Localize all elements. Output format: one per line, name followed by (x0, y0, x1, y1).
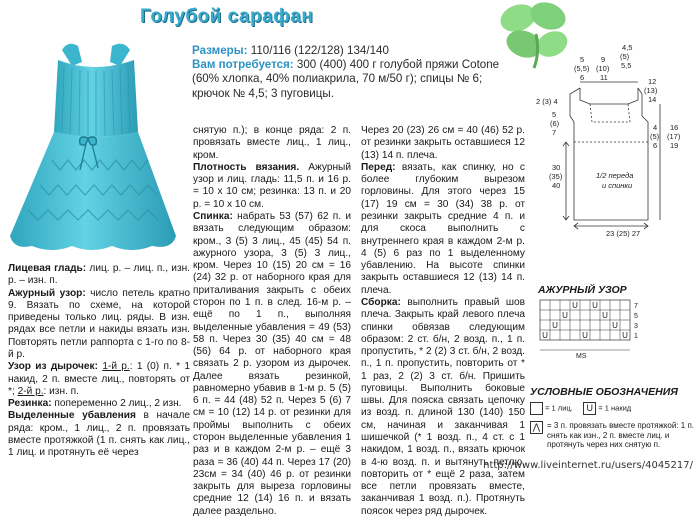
dim-r16: 16 (670, 123, 679, 132)
dim-top-a: 4,5 (622, 43, 633, 52)
dim-r5: (5) (650, 132, 660, 141)
watermark: http://www.liveinternet.ru/users/4045217/ (483, 460, 693, 471)
row-2-label: 2-й р. (17, 385, 44, 397)
dim-h30: 30 (552, 163, 561, 172)
svg-text:U: U (612, 321, 618, 330)
need-value: 300 (400) 400 г голубой пряжи Cotone (296, 58, 500, 72)
dim-w-c: 11 (600, 73, 608, 82)
need-line-3: крючок № 4,5; 3 пуговицы. (192, 86, 334, 100)
text-rib: попеременно 2 лиц., 2 изн. (51, 398, 182, 410)
text-continuation: снятую п.); в конце ряда: 2 п. провязать вместе лиц., 1 лиц., кром. (193, 125, 351, 161)
text-stockinette: лиц. р. – лиц. п., изн. р. – изн. п. (8, 263, 190, 287)
term-lace: Ажурный узор: (8, 287, 86, 299)
text-gauge: Ажурный узор и лиц. гладь: 11,5 п. и 16 р. = 10 x 10 см; резинка: 13 п. и 20 р. = 10 x 10 см. (193, 161, 351, 210)
svg-text:U: U (602, 311, 608, 320)
dim-m1: 5 (580, 55, 585, 64)
term-rib: Резинка: (8, 398, 52, 410)
svg-text:U: U (582, 331, 588, 340)
legend-decrease: = 3 п. провязать вместе протяжкой: 1 п. снять как изн., 2 п. вместе лиц. и протянуть через них снятую п. (547, 421, 694, 449)
knit-symbol-icon (530, 402, 543, 415)
dim-w-b: (10) (596, 64, 610, 73)
dim-l7: 7 (552, 128, 557, 137)
dim-r17: (17) (667, 132, 681, 141)
chart-title: АЖУРНЫЙ УЗОР (538, 284, 627, 296)
term-eyelet: Узор из дырочек: (8, 361, 98, 373)
header-block (192, 44, 522, 101)
term-stockinette: Лицевая гладь: (8, 263, 87, 274)
dim-r6: 6 (653, 141, 658, 150)
column-1 (8, 263, 190, 460)
dim-m1c: 6 (580, 73, 585, 82)
column-2 (193, 125, 351, 518)
svg-text:U: U (622, 331, 628, 340)
svg-text:U: U (572, 301, 578, 310)
dim-r4: 4 (653, 123, 658, 132)
sizes-label: Размеры: (192, 44, 248, 57)
text-front: вязать, как спинку, но с более глубоким вырезом горловины. Для этого через 15 (17) 19 см = 30 (34) 38 р. от резинки закрыть средние 4 п. и для скоса выполнить с внутреннего края в каждом 2-м р. 4 (5) 6 раз по 1 выделенному убавлению. На высоте спинки закрыть оставшиеся 12 (13) 14 п. плеча. (361, 161, 525, 296)
dim-bottom: 23 (25) 27 (606, 229, 641, 238)
decrease-symbol-icon: ⋀ (530, 421, 543, 434)
term-front: Перед: (361, 161, 396, 173)
chart-row-7: 7 (634, 303, 638, 310)
dim-top-c: 5,5 (621, 61, 632, 70)
term-assembly: Сборка: (361, 296, 401, 308)
svg-text:U: U (592, 301, 598, 310)
chart-row-5: 5 (634, 313, 638, 320)
text-back: набрать 53 (57) 62 п. и вязать следующим образом: кром., 3 (5) 3 лиц., 45 (45) 54 п. ажурного узора, 3 (5) 3 лиц., кром. Через 10 (15) 20 см = 16 (24) 32 р. от наборного края для приталивания закрыть с обеих сторон по 1 п. в след. 16-м р. – ещё по 1 п., выполняя выделенные убавления = 49 (53) 58 п. Через 30 (35) 40 см = 48 (56) 64 р. от наборного края связать 2 р. узором из дырочек. Далее вязать резинкой, равномерно убавив в 1-м р. 5 (5) 6 п. = 44 (48) 52 п. Через 5 (6) 7 см = 10 (12) 14 р. от резинки для проймы выполнить с обеих сторон выделенные убавления 1 раз и в каждом 2-м р. – ещё 3 раза = 36 (40) 44 п. Через 17 (20) 23см = 34 (40) 46 р. от резинки закрыть для выреза горловины средние 12 (14) 16 п. и вязать далее раздельно. (193, 210, 351, 517)
svg-text:U: U (552, 321, 558, 330)
row-1-label: 1-й р. (102, 361, 130, 373)
svg-text:U: U (542, 331, 548, 340)
lace-chart (536, 296, 656, 364)
page-title: Голубой сарафан (140, 6, 314, 27)
dim-s-a: 12 (648, 77, 657, 86)
schematic-diagram (530, 42, 698, 274)
dim-d-a: 2 (3) 4 (536, 97, 558, 106)
term-gauge: Плотность вязания. (193, 161, 300, 173)
dim-h40: 40 (552, 181, 561, 190)
dim-l5: 5 (552, 110, 557, 119)
dim-m1b: (5,5) (574, 64, 590, 73)
text-eyelet-1: : 1 (0) п. * 1 накид, 2 п. вместе лиц., повторять от *; (8, 361, 190, 397)
need-line-2: (60% хлопка, 40% полиакрила, 70 м/50 г); спицы № 6; (192, 72, 483, 86)
panel-label-1: 1/2 переда (596, 171, 634, 180)
text-decreases: в начале ряда: кром., 1 лиц., 2 п. провязать вместе протяжкой (1 п. снять как лиц., 1 лиц. и протянуть её через (8, 410, 190, 459)
sizes-value: 110/116 (122/128) 134/140 (250, 44, 389, 57)
legend-title: УСЛОВНЫЕ ОБОЗНАЧЕНИЯ (530, 386, 678, 398)
term-decreases: Выделенные убавления (8, 410, 136, 422)
dim-top-b: (5) (620, 52, 630, 61)
legend-knit: = 1 лиц. (545, 403, 573, 413)
legend-items (530, 402, 695, 450)
text-back-end: Через 20 (23) 26 см = 40 (46) 52 р. от резинки закрыть оставшиеся 12 (13) 14 п. плеча. (361, 125, 525, 161)
text-eyelet-2: : изн. п. (43, 385, 79, 397)
need-label: Вам потребуется: (192, 58, 294, 72)
dim-s-c: 14 (648, 95, 657, 104)
term-back: Спинка: (193, 210, 233, 222)
panel-label-2: и спинки (602, 181, 633, 190)
chart-row-1: 1 (634, 333, 638, 340)
yarn-over-icon: U (583, 402, 596, 415)
dim-s-b: (13) (644, 86, 658, 95)
dim-l6: (6) (550, 119, 560, 128)
text-lace: число петель кратно 9. Вязать по схеме, на которой приведены только лиц. ряды. В изн. рядах все петли и накиды вязать изн. Повторять петли раппорта с 1-го по 8-й р. (8, 287, 190, 360)
svg-text:U: U (562, 311, 568, 320)
dim-r19: 19 (670, 141, 679, 150)
chart-ms-label: MS (576, 353, 587, 360)
dim-w-a: 9 (601, 55, 606, 64)
legend-yo: = 1 накид (598, 403, 632, 413)
dim-h35: (35) (549, 172, 563, 181)
text-assembly: выполнить правый шов плеча. Закрыть край левого плеча спинки обвязав следующим образом: 2 ст. б/н, 2 возд. п., 1 п. пропустить, * 2 (2) 3 ст. б/н, 2 возд. п., 1 п. пропустить, повторить от * 1 раз, 2 (2) 3 ст. б/н. Пришить пуговицы. Выполнить боковые швы. Для пояска связать цепочку из возд. п. длиной 130 (140) 150 см, начиная и заканчивая 1 шишечкой (* 1 возд. п., 4 ст. с 1 накидом, 1 возд. п., вязать крючок в 4-ю возд. п. и вытянуть петлю, повторить от * ещё 2 раза, затем все петли провязать вместе, заканчивая 1 возд. п.). Протянуть поясок через ряд дырочек. (361, 296, 525, 517)
dress-photo (2, 40, 182, 262)
chart-row-3: 3 (634, 323, 638, 330)
